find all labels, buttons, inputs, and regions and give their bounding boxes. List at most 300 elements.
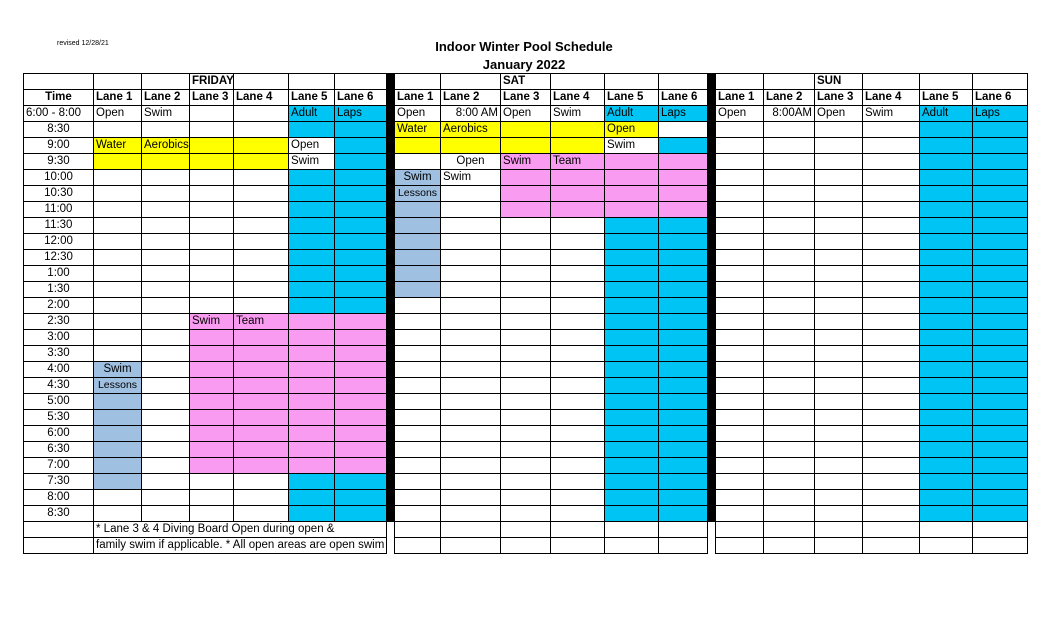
schedule-cell	[288, 489, 335, 506]
header-blank	[550, 73, 605, 90]
schedule-cell	[334, 377, 387, 394]
footnote-blank	[658, 537, 708, 554]
schedule-cell	[919, 281, 973, 298]
lane-header: Lane 4	[550, 89, 605, 106]
schedule-cell	[233, 201, 289, 218]
schedule-cell	[763, 489, 815, 506]
schedule-cell	[141, 457, 190, 474]
schedule-cell	[288, 217, 335, 234]
schedule-cell	[394, 313, 441, 330]
schedule-cell	[440, 233, 501, 250]
schedule-cell	[715, 169, 764, 186]
schedule-cell	[604, 409, 659, 426]
schedule-cell	[189, 329, 234, 346]
schedule-cell	[334, 361, 387, 378]
schedule-cell: Lessons	[93, 377, 142, 394]
lane-header: Lane 3	[814, 89, 863, 106]
day-separator	[386, 73, 394, 522]
schedule-cell	[334, 505, 387, 522]
schedule-cell	[288, 393, 335, 410]
schedule-cell	[763, 185, 815, 202]
schedule-cell	[93, 249, 142, 266]
schedule-cell	[550, 393, 605, 410]
schedule-cell	[862, 313, 920, 330]
schedule-cell	[189, 505, 234, 522]
schedule-cell	[334, 169, 387, 186]
schedule-cell	[394, 409, 441, 426]
schedule-cell: Open	[394, 105, 441, 122]
header-blank	[233, 73, 289, 90]
schedule-cell	[141, 265, 190, 282]
schedule-cell	[763, 217, 815, 234]
schedule-cell	[334, 297, 387, 314]
schedule-cell	[440, 201, 501, 218]
schedule-cell	[288, 345, 335, 362]
schedule-cell	[440, 345, 501, 362]
lane-header: Lane 5	[288, 89, 335, 106]
schedule-cell	[919, 137, 973, 154]
schedule-cell	[972, 377, 1028, 394]
schedule-cell	[862, 329, 920, 346]
footnote-blank	[715, 537, 764, 554]
time-label: 2:00	[23, 297, 94, 314]
schedule-cell	[189, 105, 234, 122]
schedule-cell	[715, 249, 764, 266]
schedule-cell	[233, 473, 289, 490]
lane-header: Lane 2	[440, 89, 501, 106]
schedule-cell	[93, 185, 142, 202]
schedule-cell	[604, 393, 659, 410]
schedule-cell	[919, 249, 973, 266]
schedule-cell	[394, 297, 441, 314]
schedule-cell	[334, 489, 387, 506]
schedule-cell	[334, 201, 387, 218]
schedule-cell	[604, 201, 659, 218]
schedule-cell	[862, 169, 920, 186]
schedule-cell	[500, 233, 551, 250]
schedule-cell	[550, 457, 605, 474]
time-label: 6:00 - 8:00	[23, 105, 94, 122]
header-blank	[394, 73, 441, 90]
schedule-cell	[440, 489, 501, 506]
schedule-cell	[394, 393, 441, 410]
schedule-cell	[972, 169, 1028, 186]
schedule-cell	[658, 361, 708, 378]
schedule-cell	[550, 425, 605, 442]
schedule-cell	[658, 169, 708, 186]
schedule-cell	[715, 377, 764, 394]
schedule-cell	[604, 361, 659, 378]
schedule-cell	[233, 409, 289, 426]
schedule-cell	[972, 121, 1028, 138]
schedule-cell	[862, 473, 920, 490]
footnote-blank	[715, 521, 764, 538]
schedule-cell	[814, 137, 863, 154]
schedule-cell	[550, 281, 605, 298]
schedule-cell	[288, 249, 335, 266]
schedule-cell	[919, 313, 973, 330]
schedule-cell	[500, 329, 551, 346]
schedule-cell	[500, 313, 551, 330]
schedule-cell	[141, 217, 190, 234]
schedule-cell	[658, 393, 708, 410]
schedule-cell: Lessons	[394, 185, 441, 202]
schedule-cell	[604, 457, 659, 474]
schedule-cell	[233, 169, 289, 186]
header-blank	[23, 73, 94, 90]
schedule-cell	[500, 361, 551, 378]
schedule-cell	[763, 201, 815, 218]
schedule-cell	[550, 313, 605, 330]
schedule-cell	[141, 233, 190, 250]
schedule-cell	[715, 153, 764, 170]
footnote-blank	[604, 521, 659, 538]
schedule-cell	[604, 329, 659, 346]
schedule-cell	[550, 297, 605, 314]
schedule-cell	[93, 489, 142, 506]
schedule-cell	[233, 153, 289, 170]
schedule-cell	[141, 505, 190, 522]
footnote-blank	[604, 537, 659, 554]
footnote-blank	[500, 537, 551, 554]
schedule-cell	[814, 393, 863, 410]
schedule-cell	[972, 457, 1028, 474]
schedule-cell	[288, 377, 335, 394]
schedule-cell	[440, 393, 501, 410]
time-label: 4:30	[23, 377, 94, 394]
schedule-cell	[550, 377, 605, 394]
schedule-cell	[919, 473, 973, 490]
schedule-cell	[862, 217, 920, 234]
schedule-cell	[440, 329, 501, 346]
schedule-cell	[288, 201, 335, 218]
schedule-cell	[189, 217, 234, 234]
schedule-cell	[233, 249, 289, 266]
schedule-cell	[604, 233, 659, 250]
footnote-blank	[972, 521, 1028, 538]
schedule-cell	[715, 473, 764, 490]
schedule-cell	[715, 265, 764, 282]
schedule-cell	[919, 185, 973, 202]
schedule-cell	[972, 505, 1028, 522]
schedule-cell	[93, 409, 142, 426]
time-label: 12:00	[23, 233, 94, 250]
footnote-blank	[919, 521, 973, 538]
schedule-cell	[972, 249, 1028, 266]
schedule-cell	[814, 185, 863, 202]
schedule-cell	[189, 265, 234, 282]
schedule-cell	[288, 441, 335, 458]
schedule-cell	[919, 505, 973, 522]
schedule-cell	[972, 313, 1028, 330]
schedule-cell	[394, 249, 441, 266]
schedule-cell	[141, 121, 190, 138]
schedule-cell	[233, 505, 289, 522]
schedule-cell	[334, 409, 387, 426]
schedule-cell	[715, 201, 764, 218]
schedule-cell	[93, 441, 142, 458]
schedule-cell	[814, 249, 863, 266]
schedule-cell	[763, 361, 815, 378]
schedule-cell	[550, 345, 605, 362]
schedule-cell: Water	[394, 121, 441, 138]
schedule-cell	[715, 457, 764, 474]
schedule-cell	[288, 409, 335, 426]
schedule-cell	[862, 505, 920, 522]
lane-header: Lane 3	[500, 89, 551, 106]
schedule-cell	[500, 137, 551, 154]
schedule-cell	[288, 425, 335, 442]
schedule-cell	[972, 473, 1028, 490]
lane-header: Lane 4	[862, 89, 920, 106]
footnote-blank	[440, 521, 501, 538]
schedule-cell	[394, 377, 441, 394]
schedule-cell	[394, 441, 441, 458]
header-blank	[763, 73, 815, 90]
schedule-cell	[919, 121, 973, 138]
schedule-cell	[440, 313, 501, 330]
schedule-cell	[93, 393, 142, 410]
schedule-cell	[919, 409, 973, 426]
time-label: 9:00	[23, 137, 94, 154]
lane-header: Lane 1	[93, 89, 142, 106]
header-blank	[658, 73, 708, 90]
schedule-cell	[715, 441, 764, 458]
schedule-cell	[394, 153, 441, 170]
schedule-cell	[394, 201, 441, 218]
schedule-cell	[862, 361, 920, 378]
schedule-cell	[141, 169, 190, 186]
schedule-cell: 8:00AM	[763, 105, 815, 122]
schedule-cell	[814, 281, 863, 298]
lane-header: Lane 3	[189, 89, 234, 106]
header-blank	[715, 73, 764, 90]
header-blank	[334, 73, 387, 90]
schedule-cell	[658, 329, 708, 346]
schedule-cell: Team	[550, 153, 605, 170]
schedule-cell	[715, 185, 764, 202]
schedule-cell	[763, 169, 815, 186]
schedule-cell	[715, 393, 764, 410]
schedule-cell	[500, 489, 551, 506]
schedule-cell	[233, 329, 289, 346]
schedule-cell: Aerobics	[440, 121, 501, 138]
schedule-cell	[288, 313, 335, 330]
schedule-cell	[919, 329, 973, 346]
schedule-cell	[658, 249, 708, 266]
schedule-cell	[814, 489, 863, 506]
schedule-cell	[189, 473, 234, 490]
schedule-cell	[189, 121, 234, 138]
schedule-cell	[394, 217, 441, 234]
schedule-cell	[334, 137, 387, 154]
schedule-cell	[972, 297, 1028, 314]
schedule-cell	[189, 249, 234, 266]
revised-date: revised 12/28/21	[57, 40, 109, 47]
schedule-cell	[814, 377, 863, 394]
schedule-cell	[141, 185, 190, 202]
lane-header: Lane 5	[919, 89, 973, 106]
schedule-cell	[763, 345, 815, 362]
schedule-cell	[288, 121, 335, 138]
schedule-cell	[658, 409, 708, 426]
schedule-cell	[862, 425, 920, 442]
schedule-cell	[93, 169, 142, 186]
schedule-cell	[604, 441, 659, 458]
schedule-cell: Swim	[550, 105, 605, 122]
schedule-cell	[440, 137, 501, 154]
schedule-cell	[189, 457, 234, 474]
schedule-cell	[814, 265, 863, 282]
schedule-cell	[919, 393, 973, 410]
schedule-cell	[334, 185, 387, 202]
schedule-cell	[604, 265, 659, 282]
lane-header: Lane 6	[658, 89, 708, 106]
schedule-cell	[550, 121, 605, 138]
schedule-cell	[288, 297, 335, 314]
schedule-cell	[233, 281, 289, 298]
schedule-cell	[862, 121, 920, 138]
day-header: FRIDAY	[189, 73, 234, 90]
schedule-cell	[658, 313, 708, 330]
schedule-cell	[189, 137, 234, 154]
day-separator	[707, 73, 715, 522]
schedule-cell	[814, 457, 863, 474]
schedule-cell	[715, 297, 764, 314]
schedule-cell	[604, 217, 659, 234]
schedule-cell	[233, 425, 289, 442]
schedule-cell	[141, 361, 190, 378]
schedule-cell	[919, 297, 973, 314]
schedule-cell	[189, 377, 234, 394]
footnote-blank	[763, 521, 815, 538]
footnote-blank	[814, 521, 863, 538]
schedule-cell: Open	[715, 105, 764, 122]
schedule-cell	[500, 201, 551, 218]
schedule-cell	[440, 409, 501, 426]
schedule-cell	[550, 473, 605, 490]
time-label: 9:30	[23, 153, 94, 170]
schedule-cell	[334, 329, 387, 346]
schedule-cell	[141, 377, 190, 394]
schedule-cell	[763, 329, 815, 346]
schedule-cell	[658, 217, 708, 234]
schedule-cell	[814, 425, 863, 442]
schedule-cell	[763, 265, 815, 282]
schedule-cell	[658, 201, 708, 218]
schedule-cell	[233, 265, 289, 282]
schedule-cell	[763, 249, 815, 266]
schedule-cell	[189, 409, 234, 426]
schedule-cell: Adult	[604, 105, 659, 122]
schedule-cell	[440, 249, 501, 266]
schedule-cell	[972, 201, 1028, 218]
schedule-cell	[862, 153, 920, 170]
schedule-cell	[814, 313, 863, 330]
schedule-cell	[233, 137, 289, 154]
schedule-cell	[715, 313, 764, 330]
schedule-cell	[972, 153, 1028, 170]
schedule-cell	[862, 281, 920, 298]
schedule-cell	[500, 425, 551, 442]
schedule-cell	[334, 249, 387, 266]
schedule-cell	[500, 457, 551, 474]
schedule-cell	[93, 313, 142, 330]
schedule-cell	[394, 489, 441, 506]
schedule-cell	[233, 489, 289, 506]
schedule-cell	[93, 233, 142, 250]
schedule-cell	[658, 505, 708, 522]
footnote-blank	[550, 537, 605, 554]
lane-header: Lane 2	[141, 89, 190, 106]
schedule-cell	[814, 409, 863, 426]
schedule-cell	[394, 505, 441, 522]
schedule-cell	[862, 265, 920, 282]
schedule-cell	[814, 345, 863, 362]
schedule-cell	[334, 265, 387, 282]
schedule-cell	[658, 489, 708, 506]
schedule-cell	[604, 185, 659, 202]
time-label: 3:00	[23, 329, 94, 346]
schedule-cell	[763, 473, 815, 490]
schedule-cell	[288, 185, 335, 202]
schedule-cell	[550, 233, 605, 250]
schedule-cell	[500, 473, 551, 490]
schedule-cell	[972, 217, 1028, 234]
schedule-cell	[715, 281, 764, 298]
schedule-cell	[972, 233, 1028, 250]
schedule-cell	[715, 345, 764, 362]
schedule-cell	[814, 153, 863, 170]
schedule-cell	[141, 201, 190, 218]
schedule-cell	[189, 185, 234, 202]
schedule-cell	[288, 281, 335, 298]
schedule-cell	[972, 393, 1028, 410]
schedule-cell	[440, 361, 501, 378]
schedule-cell	[715, 121, 764, 138]
schedule-cell	[233, 377, 289, 394]
footnote-text: * Lane 3 & 4 Diving Board Open during open &	[93, 521, 387, 538]
schedule-cell	[919, 217, 973, 234]
schedule-cell: Swim	[288, 153, 335, 170]
header-blank	[141, 73, 190, 90]
schedule-cell	[550, 185, 605, 202]
schedule-cell	[141, 313, 190, 330]
time-label: 7:30	[23, 473, 94, 490]
schedule-cell	[862, 345, 920, 362]
schedule-cell	[500, 281, 551, 298]
lane-header: Lane 1	[715, 89, 764, 106]
header-blank	[604, 73, 659, 90]
schedule-cell	[658, 297, 708, 314]
schedule-cell	[288, 169, 335, 186]
time-label: 12:30	[23, 249, 94, 266]
schedule-cell: 8:00 AM	[440, 105, 501, 122]
schedule-cell	[394, 457, 441, 474]
schedule-cell	[919, 169, 973, 186]
schedule-cell	[500, 121, 551, 138]
schedule-cell: Swim	[189, 313, 234, 330]
schedule-cell	[919, 441, 973, 458]
schedule-cell	[919, 457, 973, 474]
schedule-cell	[334, 425, 387, 442]
lane-header: Lane 2	[763, 89, 815, 106]
schedule-cell	[550, 329, 605, 346]
schedule-cell	[658, 425, 708, 442]
schedule-cell	[334, 313, 387, 330]
time-label: 6:00	[23, 425, 94, 442]
schedule-cell	[141, 153, 190, 170]
